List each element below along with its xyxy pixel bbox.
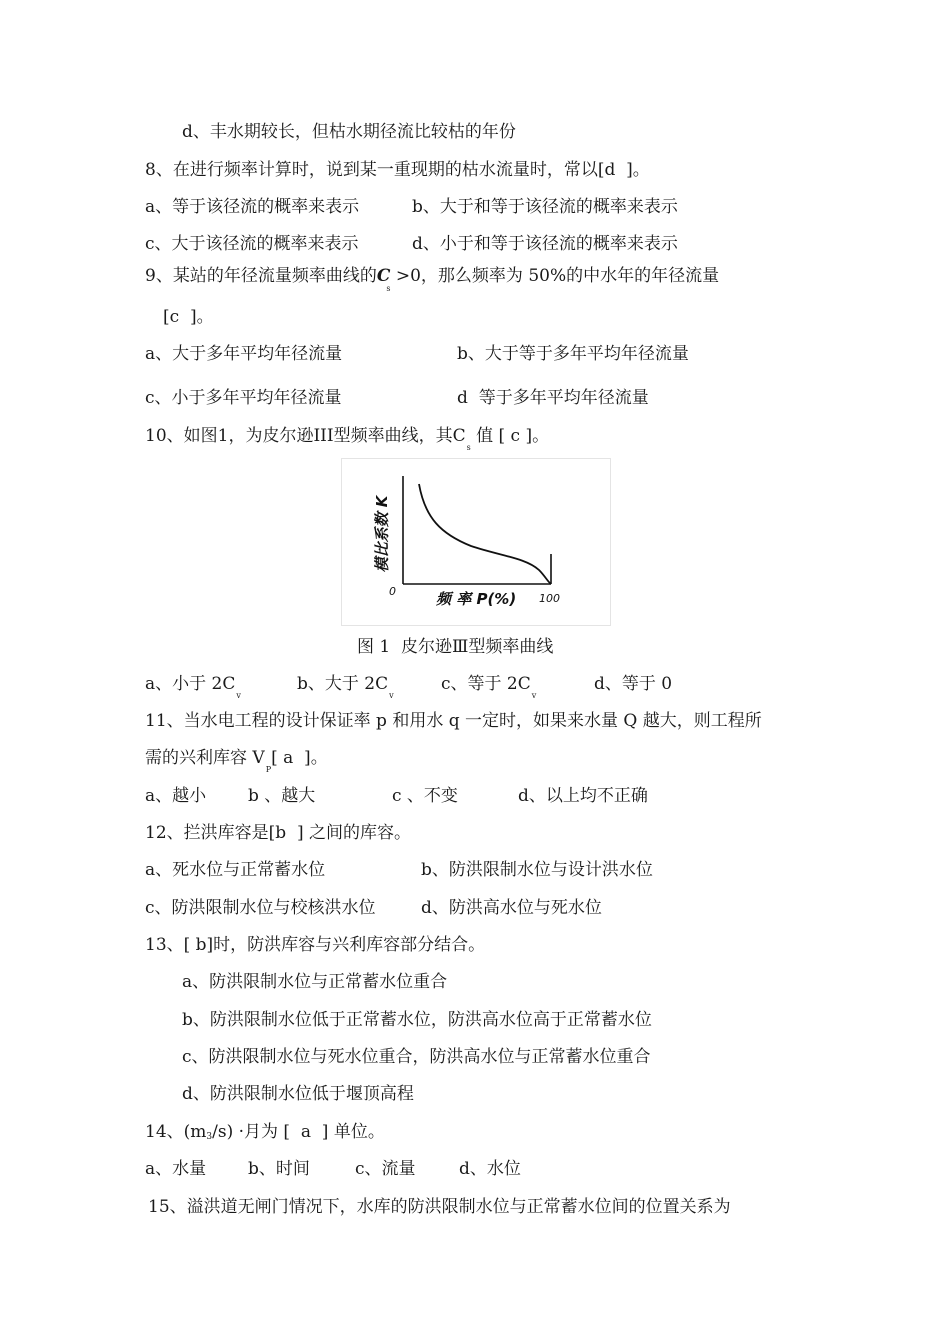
q10-option-b-text: b、大于 2C xyxy=(297,674,389,694)
q11-option-c: c 、不变 xyxy=(392,786,458,806)
x-end-label: 100 xyxy=(539,592,560,605)
pearson-curve-figure xyxy=(341,458,611,626)
q12-option-a: a、死水位与正常蓄水位 xyxy=(145,860,326,880)
q14-option-a: a、水量 xyxy=(145,1159,207,1179)
q13-option-d: d、防洪限制水位低于堰顶高程 xyxy=(182,1084,414,1104)
q10-stem xyxy=(145,425,549,450)
q11-stem-line1: 11、当水电工程的设计保证率 p 和用水 q 一定时，如果来水量 Q 越大，则工程所 xyxy=(145,711,762,731)
q10-option-d: d、等于 0 xyxy=(594,674,673,694)
q10-stem-post: 值 [ c ]。 xyxy=(470,426,550,446)
q14-stem xyxy=(145,1121,385,1146)
q8-option-d: d、小于和等于该径流的概率来表示 xyxy=(412,234,678,254)
origin-label: 0 xyxy=(389,585,396,598)
q15-stem: 15、溢洪道无闸门情况下，水库的防洪限制水位与正常蓄水位间的位置关系为 xyxy=(148,1197,731,1217)
q10-stem-sub: s xyxy=(466,443,471,452)
q9-stem-line2: [c ]。 xyxy=(163,307,214,327)
q10-option-a-sub: v xyxy=(236,691,241,700)
q12-stem: 12、拦洪库容是[b ] 之间的库容。 xyxy=(145,823,411,843)
q8-stem: 8、在进行频率计算时，说到某一重现期的枯水流量时，常以[d ]。 xyxy=(145,160,650,180)
q14-option-d: d、水位 xyxy=(459,1159,521,1179)
q9-option-d: d 等于多年平均年径流量 xyxy=(457,388,649,408)
q11-stem-line2 xyxy=(145,747,328,772)
q9-option-c: c、小于多年平均年径流量 xyxy=(145,388,342,408)
q14-option-b: b、时间 xyxy=(248,1159,310,1179)
figure-1 xyxy=(341,458,611,626)
q11-stem-sub: P xyxy=(265,765,272,774)
q9-symbol-c: C xyxy=(376,266,391,286)
q12-option-d: d、防洪高水位与死水位 xyxy=(421,898,602,918)
q13-option-a: a、防洪限制水位与正常蓄水位重合 xyxy=(182,972,448,992)
q10-option-c-sub: v xyxy=(531,691,537,700)
q14-stem-post: /s) ·月为 [ a ] 单位。 xyxy=(212,1122,385,1142)
x-axis-label: 频 率 P(%) xyxy=(436,590,517,608)
q7-option-d: d、丰水期较长，但枯水期径流比较枯的年份 xyxy=(182,122,516,142)
q9-stem xyxy=(145,265,720,293)
q11-option-b: b 、越大 xyxy=(248,786,316,806)
q8-option-c: c、大于该径流的概率来表示 xyxy=(145,234,359,254)
q10-option-c xyxy=(441,673,536,698)
q12-option-c: c、防洪限制水位与校核洪水位 xyxy=(145,898,376,918)
q9-stem-pre: 9、某站的年径流量频率曲线的 xyxy=(145,266,377,286)
q9-stem-post: >0，那么频率为 50%的中水年的年径流量 xyxy=(390,266,720,286)
q10-option-a xyxy=(145,673,241,698)
figure-caption: 图 1 皮尔逊Ⅲ型频率曲线 xyxy=(357,637,554,657)
q13-option-c: c、防洪限制水位与死水位重合，防洪高水位与正常蓄水位重合 xyxy=(182,1047,651,1067)
q10-option-c-text: c、等于 2C xyxy=(441,674,531,694)
y-axis-label: 模比系数 K xyxy=(373,495,391,573)
q10-stem-pre: 10、如图1，为皮尔逊III型频率曲线，其C xyxy=(145,426,466,446)
q12-option-b: b、防洪限制水位与设计洪水位 xyxy=(421,860,653,880)
q14-stem-pre: 14、(m xyxy=(145,1122,207,1142)
q8-option-b: b、大于和等于该径流的概率来表示 xyxy=(412,197,678,217)
q13-stem: 13、[ b]时，防洪库容与兴利库容部分结合。 xyxy=(145,935,486,955)
q14-stem-sup: 3 xyxy=(206,1132,213,1142)
q9-option-b: b、大于等于多年平均年径流量 xyxy=(457,344,689,364)
q8-option-a: a、等于该径流的概率来表示 xyxy=(145,197,360,217)
q9-symbol-s: s xyxy=(386,284,391,293)
q10-option-b-sub: v xyxy=(389,691,394,700)
q14-option-c: c、流量 xyxy=(355,1159,416,1179)
q11-option-a: a、越小 xyxy=(145,786,207,806)
q11-option-d: d、以上均不正确 xyxy=(518,786,648,806)
q11-stem-line2-pre: 需的兴利库容 V xyxy=(145,748,265,768)
q13-option-b: b、防洪限制水位低于正常蓄水位，防洪高水位高于正常蓄水位 xyxy=(182,1010,652,1030)
q11-stem-line2-post: [ a ]。 xyxy=(271,748,328,768)
q10-option-b xyxy=(297,673,394,698)
q10-option-a-text: a、小于 2C xyxy=(145,674,236,694)
q9-option-a: a、大于多年平均年径流量 xyxy=(145,344,343,364)
